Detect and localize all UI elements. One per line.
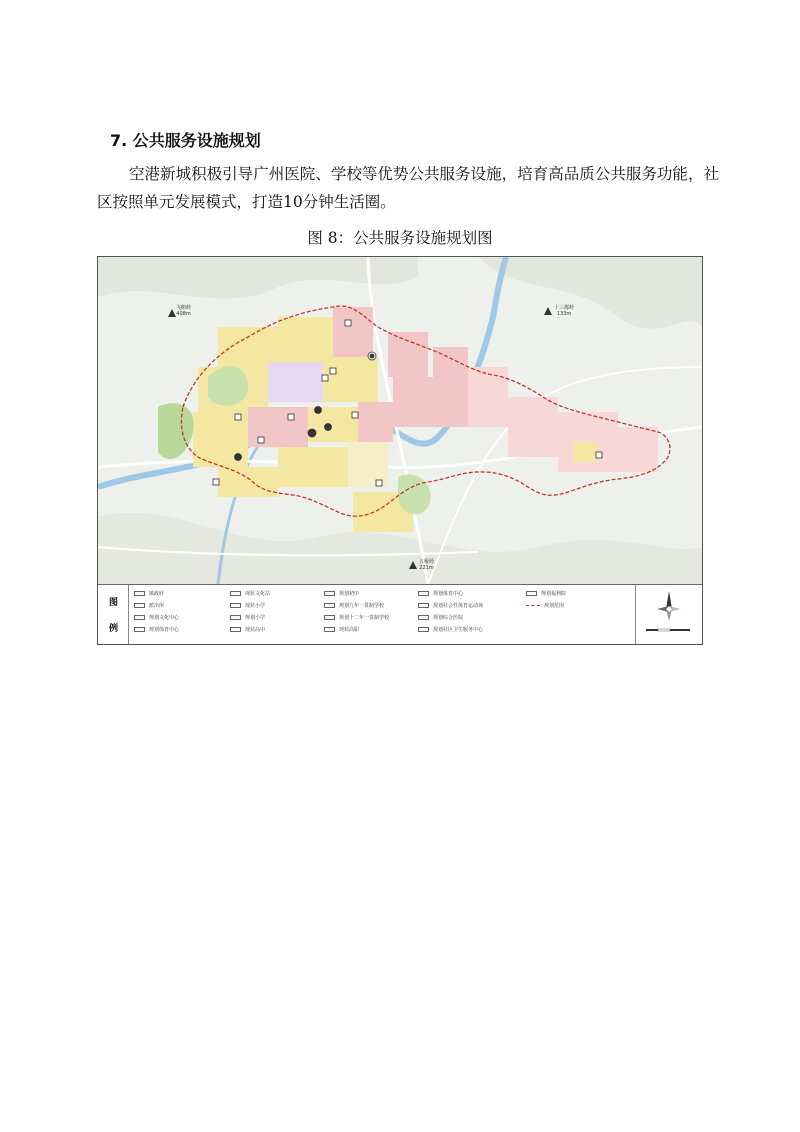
compass-icon: [657, 591, 681, 621]
planning-map-figure: [97, 256, 703, 645]
legend-item: 规划九年一贯制学校: [324, 603, 384, 610]
legend-item: 现状小学: [230, 603, 265, 610]
legend-item: 镇政府: [134, 591, 164, 598]
peak-label: 五雁岭 221m: [419, 559, 435, 571]
legend-item: 规划体育中心: [418, 591, 463, 598]
legend-item: 规划社会性体育运动场: [418, 603, 483, 610]
legend-item: 规划综合医院: [418, 615, 463, 622]
peak-label: 飞鹅岭 408m: [176, 305, 192, 317]
legend-item: 规划范围: [526, 603, 564, 610]
legend-item: 派出所: [134, 603, 164, 610]
legend-title: 图 例: [98, 585, 129, 644]
legend-item: 规划十二年一贯制学校: [324, 615, 389, 622]
legend-item: 现状文化站: [230, 591, 270, 598]
legend-item: 规划文化中心: [134, 615, 179, 622]
legend-item: 规划小学: [230, 615, 265, 622]
peak-label: 十三都岭 133m: [554, 305, 575, 317]
legend-item: 规划初中: [324, 591, 359, 598]
legend-item: 现状高职: [324, 627, 359, 634]
north-arrow-and-scale: [635, 585, 703, 644]
legend-item: 规划福利院: [526, 591, 566, 598]
body-paragraph: 空港新城积极引导广州医院、学校等优势公共服务设施，培育高品质公共服务功能，社区按照单元发展模式，打造10分钟生活圈。: [97, 165, 719, 211]
map-legend: [98, 584, 702, 644]
legend-item: 现状高中: [230, 627, 265, 634]
scale-bar: [646, 629, 690, 631]
legend-item: 规划社区卫生服务中心: [418, 627, 483, 634]
section-heading: 7. 公共服务设施规划: [110, 131, 261, 150]
legend-item: 规划体育中心: [134, 627, 179, 634]
figure-caption: 图 8：公共服务设施规划图: [307, 229, 493, 247]
